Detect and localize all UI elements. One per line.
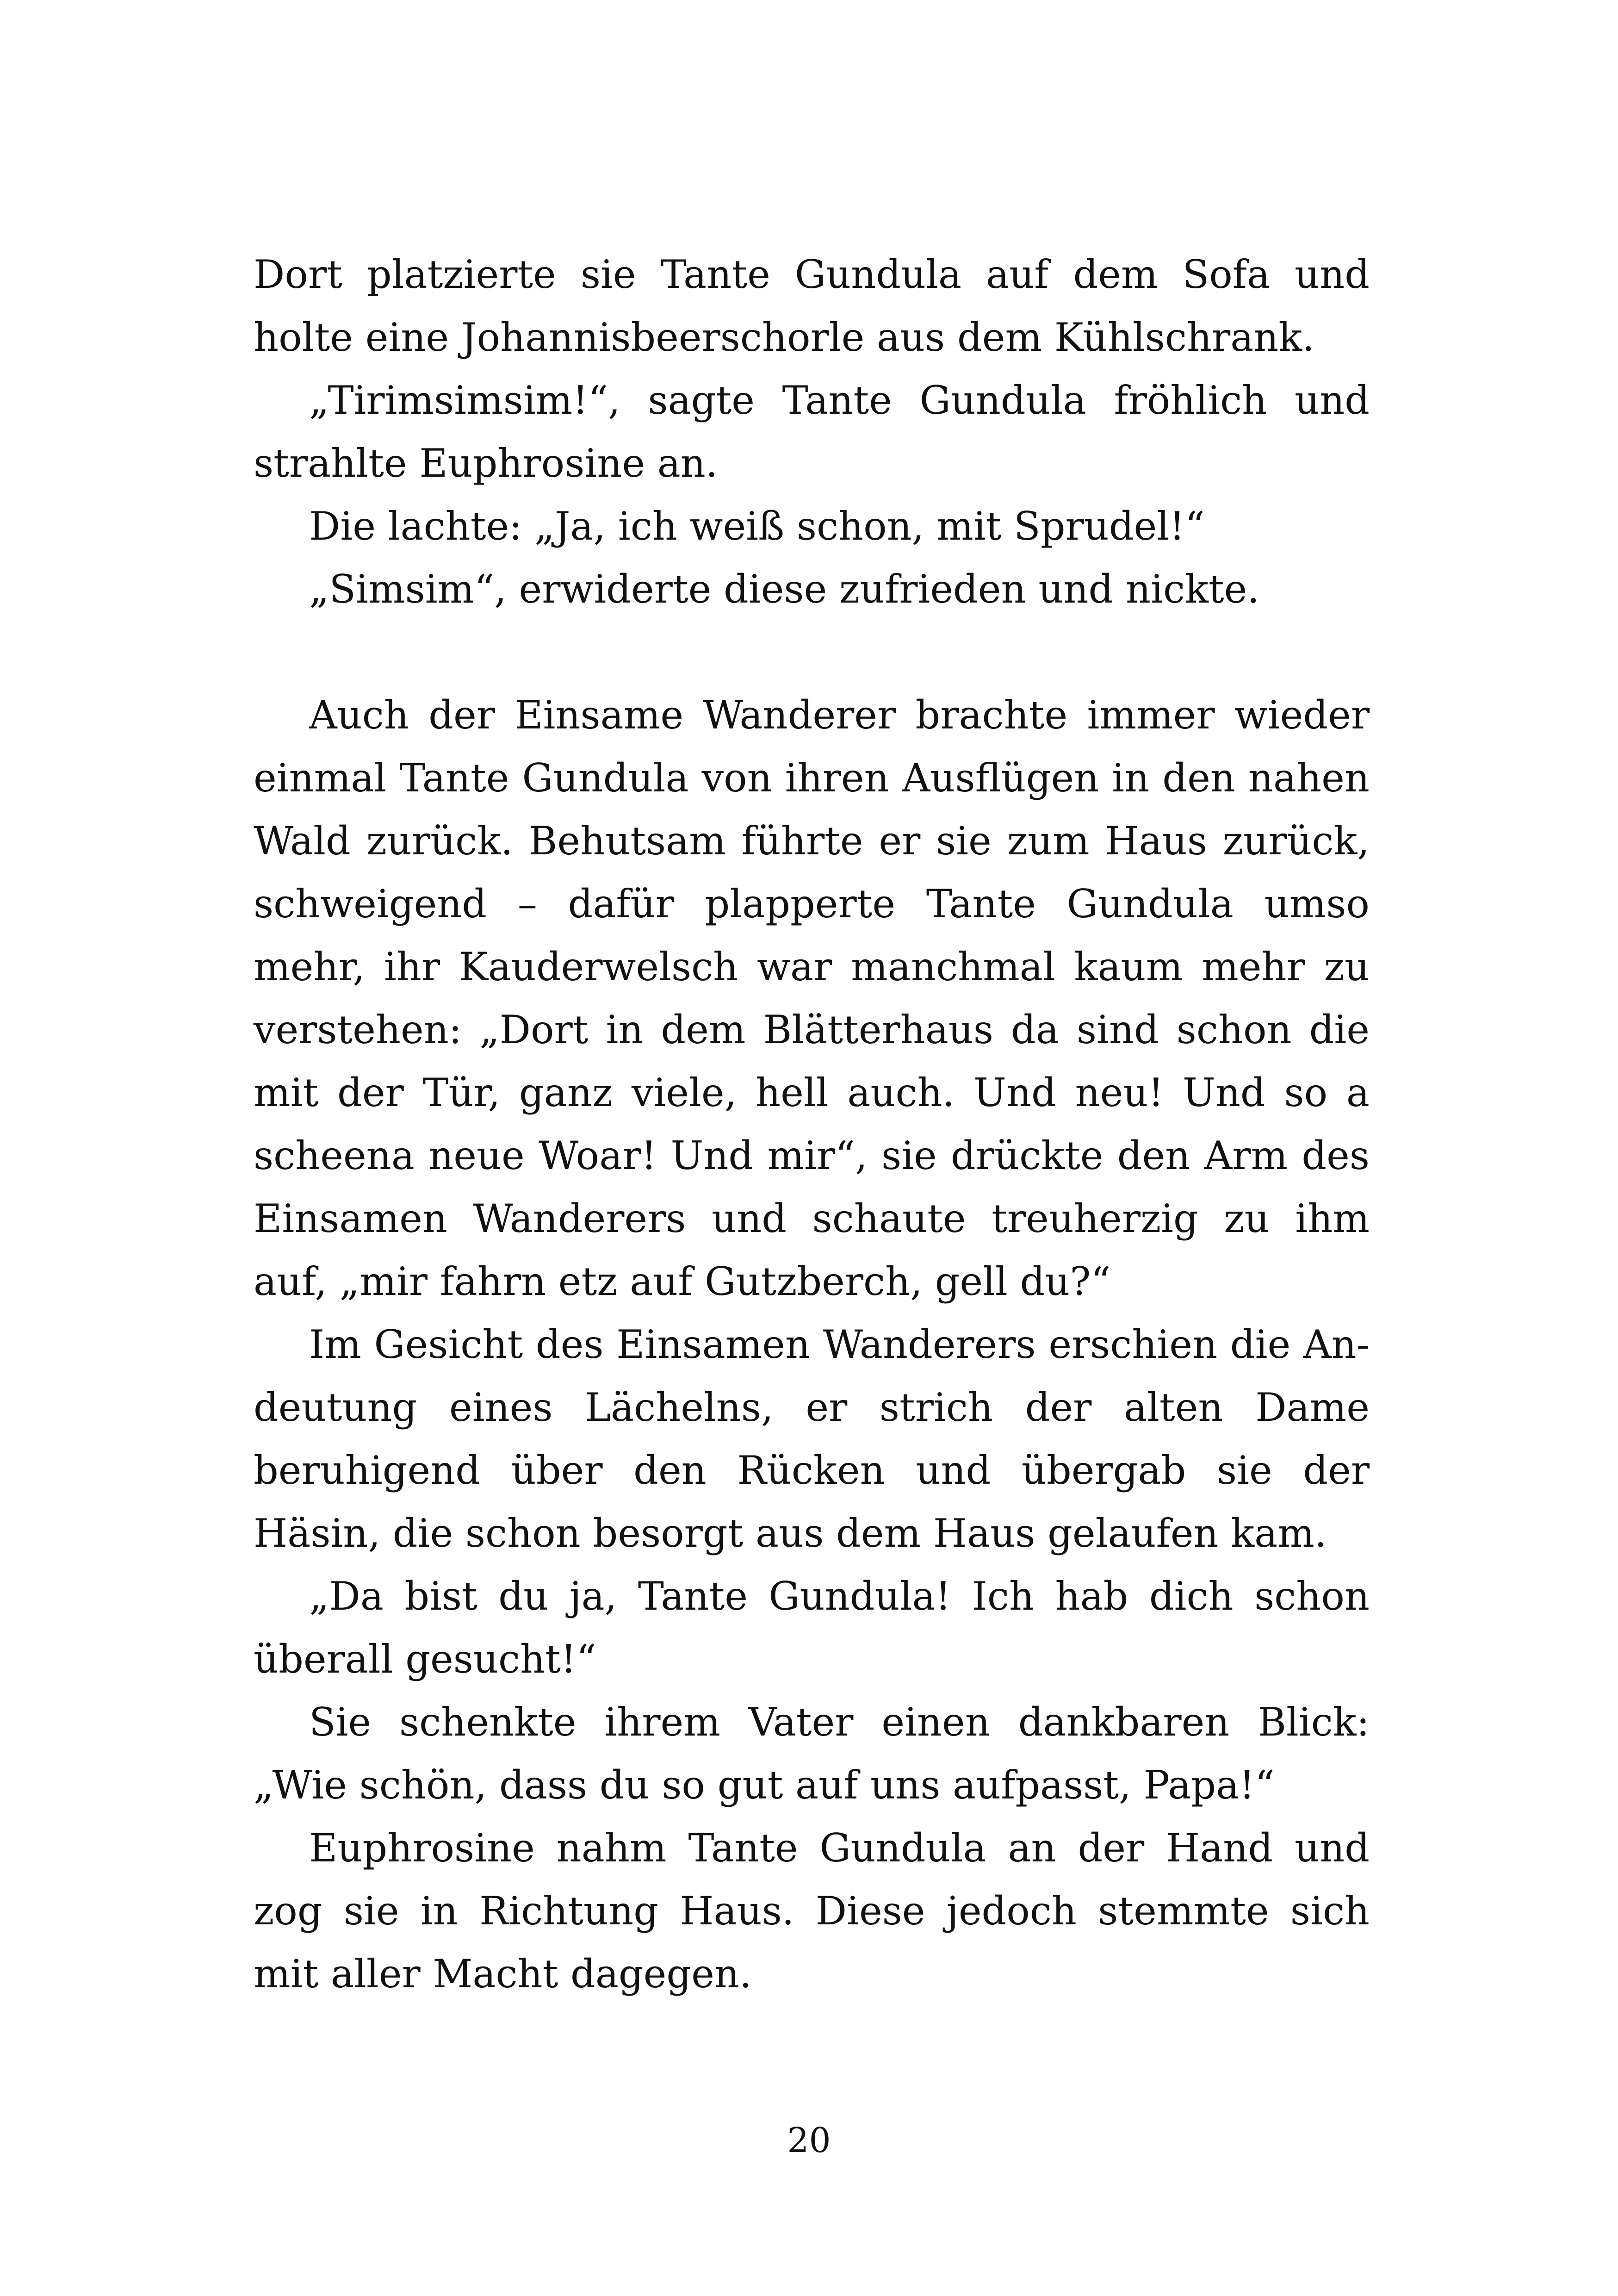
paragraph: „Tirimsimsim!“, sagte Tante Gundula fröhlich und strahlte Euphrosine an. — [254, 378, 1370, 486]
paragraph: Euphrosine nahm Tante Gundula an der Hand und zog sie in Richtung Haus. Diese jedoch stemmte sich mit aller Macht dagegen. — [254, 1825, 1370, 1997]
paragraph: „Simsim“, erwiderte diese zufrieden und nickte. — [309, 566, 1260, 612]
paragraph: Dort platzierte sie Tante Gundula auf dem Sofa und holte eine Johannisbeerschorle aus dem Kühlschrank. — [254, 252, 1370, 360]
page-number: 20 — [787, 2121, 831, 2160]
paragraph: Sie schenkte ihrem Vater einen dankbaren Blick: „Wie schön, dass du so gut auf uns aufpasst, Papa!“ — [254, 1699, 1370, 1808]
paragraph: Im Gesicht des Einsamen Wanderers erschien die Andeutung eines Lächelns, er strich der alten Dame beruhigend über den Rücken und übergab sie der Häsin, die schon besorgt aus dem Haus gelaufen kam. — [254, 1322, 1370, 1556]
body-text — [254, 243, 1370, 2005]
paragraph: „Da bist du ja, Tante Gundula! Ich hab dich schon überall gesucht!“ — [254, 1574, 1370, 1682]
section-break — [254, 621, 1370, 684]
paragraph: Auch der Einsame Wanderer brachte immer wieder einmal Tante Gundula von ihren Ausflügen in den nahen Wald zurück. Behutsam führte er sie zum Haus zurück, schweigend – dafür plapperte Tante Gundula umso mehr, ihr Kauderwelsch war manchmal kaum mehr zu verstehen: „Dort in dem Blätterhaus da sind schon die mit der Tür, ganz viele, hell auch. Und neu! Und so a scheena neue Woar! Und mir“, sie drückte den Arm des Einsamen Wanderers und schaute treuherzig zu ihm auf, „mir fahrn etz auf Gutzberch, gell du?“ — [254, 692, 1370, 1304]
paragraph: Die lachte: „Ja, ich weiß schon, mit Sprudel!“ — [309, 504, 1205, 549]
